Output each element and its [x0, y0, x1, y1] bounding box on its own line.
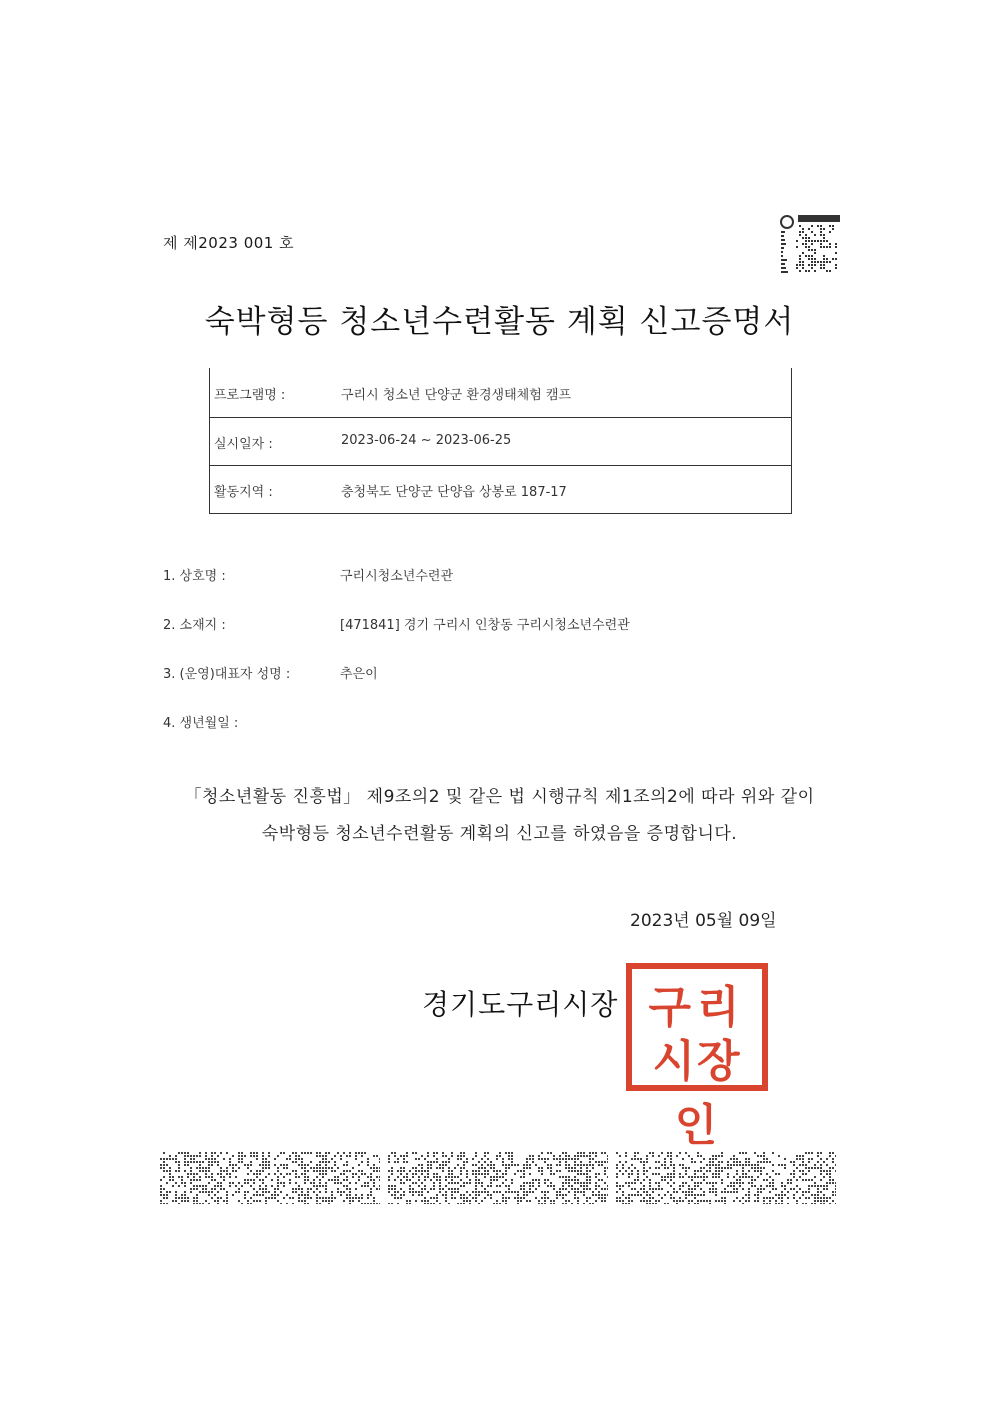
field-value-business-name: 구리시청소년수련관 — [340, 569, 454, 584]
field-label-business-name: 1. 상호명 : — [163, 569, 226, 584]
info-row-location — [210, 465, 791, 514]
issuer-name: 경기도구리시장 — [422, 988, 619, 1021]
info-value: 2023-06-24 ~ 2023-06-25 — [341, 433, 512, 448]
info-label: 활동지역 : — [214, 485, 273, 500]
field-value-representative: 추은이 — [340, 667, 378, 682]
field-label-birthdate: 4. 생년월일 : — [163, 716, 239, 731]
info-row-program — [210, 368, 791, 417]
page-title: 숙박형등 청소년수련활동 계획 신고증명서 — [204, 304, 795, 340]
statement-line-1: 「청소년활동 진흥법」 제9조의2 및 같은 법 시행규칙 제1조의2에 따라 위와 같이 — [184, 787, 815, 807]
info-value: 충청북도 단양군 단양읍 상봉로 187-17 — [341, 485, 567, 500]
document-barcode-icon — [616, 1152, 836, 1204]
verification-code-icon — [780, 215, 840, 275]
field-label-representative: 3. (운영)대표자 성명 : — [163, 667, 291, 682]
program-info-box — [209, 368, 792, 514]
official-seal — [626, 963, 768, 1151]
info-row-dates — [210, 417, 791, 466]
document-number: 제 제2023 001 호 — [163, 234, 295, 252]
field-label-address: 2. 소재지 : — [163, 618, 226, 633]
field-value-address: [471841] 경기 구리시 인창동 구리시청소년수련관 — [340, 618, 630, 633]
info-value: 구리시 청소년 단양군 환경생태체험 캠프 — [341, 388, 572, 403]
seal-text-top: 구리 — [648, 982, 746, 1033]
info-label: 실시일자 : — [214, 437, 273, 452]
document-barcode-icon — [388, 1152, 608, 1204]
seal-text-bottom: 시장인 — [652, 1036, 742, 1151]
statement-line-2: 숙박형등 청소년수련활동 계획의 신고를 하였음을 증명합니다. — [261, 824, 738, 844]
document-barcode-icon — [160, 1152, 380, 1204]
info-label: 프로그램명 : — [214, 388, 286, 403]
issue-date: 2023년 05월 09일 — [630, 911, 777, 931]
